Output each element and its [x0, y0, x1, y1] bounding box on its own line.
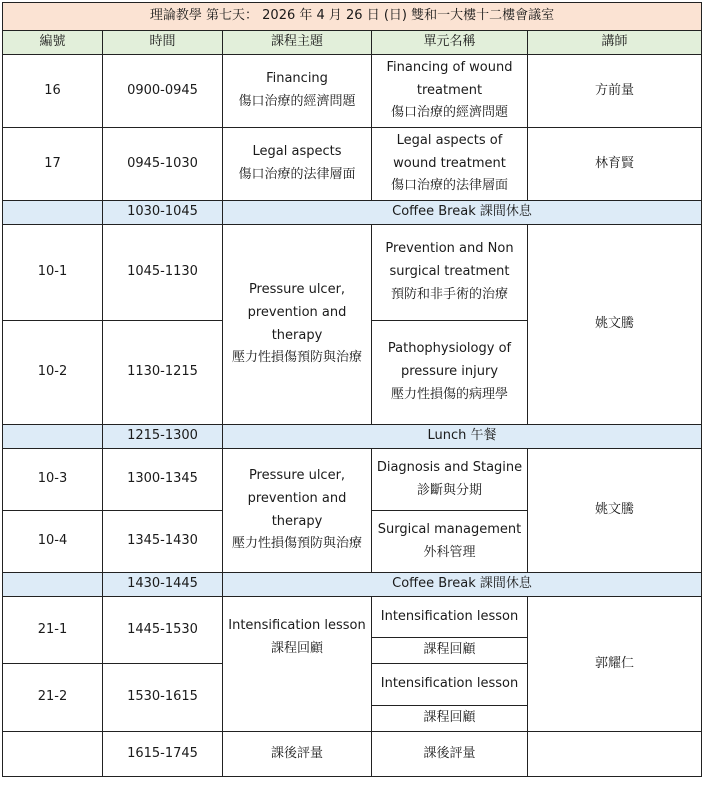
unit-zh: 診斷與分期: [416, 482, 482, 498]
session-time: 1615-1745: [103, 732, 223, 777]
header-id: 編號: [3, 31, 103, 55]
table-row: [3, 732, 702, 777]
topic-cell: [223, 449, 372, 573]
topic-cell: [223, 55, 372, 128]
session-id: 21-2: [3, 664, 103, 732]
session-time: 1300-1345: [103, 449, 223, 511]
topic-cell: [223, 128, 372, 201]
unit-en: Legal aspects of wound treatment: [393, 132, 506, 171]
header-time: 時間: [103, 31, 223, 55]
header-row: [3, 31, 702, 55]
session-time: 1045-1130: [103, 225, 223, 321]
topic-zh: 課程回顧: [270, 640, 323, 656]
session-time: 0900-0945: [103, 55, 223, 128]
session-id: 17: [3, 128, 103, 201]
break-id: [3, 201, 103, 225]
unit-en: Intensification lesson: [372, 597, 528, 638]
lecturer: [528, 732, 702, 777]
session-id: 21-1: [3, 597, 103, 664]
unit-cell: 課後評量: [372, 732, 528, 777]
unit-zh: 傷口治療的法律層面: [390, 178, 508, 194]
unit-zh: 外科管理: [423, 544, 476, 560]
unit-zh: 傷口治療的經濟問題: [390, 105, 508, 121]
table-row: [3, 449, 702, 511]
unit-en: Surgical management: [377, 521, 522, 537]
unit-cell: [372, 128, 528, 201]
unit-en: Prevention and Non surgical treatment: [385, 241, 514, 280]
header-topic: 課程主題: [223, 31, 372, 55]
session-time: 1130-1215: [103, 321, 223, 425]
unit-en: Financing of wound treatment: [386, 59, 513, 98]
unit-cell: [372, 225, 528, 321]
table-row: [3, 55, 702, 128]
table-row: [3, 128, 702, 201]
table-row: [3, 597, 702, 638]
unit-zh: 預防和非手術的治療: [390, 286, 508, 302]
topic-cell: 課後評量: [223, 732, 372, 777]
session-time: 1445-1530: [103, 597, 223, 664]
session-time: 1530-1615: [103, 664, 223, 732]
unit-en: Diagnosis and Stagine: [376, 459, 523, 475]
lecturer: 郭耀仁: [528, 597, 702, 732]
session-time: 1345-1430: [103, 511, 223, 573]
topic-cell: [223, 225, 372, 425]
lecturer: 姚文騰: [528, 449, 702, 573]
topic-zh: 傷口治療的法律層面: [238, 167, 356, 182]
unit-zh: 課程回顧: [372, 638, 528, 664]
topic-zh: 壓力性損傷預防與治療: [231, 350, 362, 366]
lecturer: 林育賢: [528, 128, 702, 201]
topic-en: Pressure ulcer, prevention and therapy: [247, 468, 347, 529]
lunch-row: [3, 425, 702, 449]
topic-cell: [223, 597, 372, 732]
header-unit: 單元名稱: [372, 31, 528, 55]
unit-en: Pathophysiology of pressure injury: [387, 341, 512, 380]
title-row: [3, 3, 702, 31]
topic-en: Financing: [266, 71, 328, 87]
session-id: 10-3: [3, 449, 103, 511]
break-id: [3, 573, 103, 597]
lecturer: 姚文騰: [528, 225, 702, 425]
topic-en: Legal aspects: [252, 144, 342, 160]
break-row: [3, 573, 702, 597]
header-lecturer: 講師: [528, 31, 702, 55]
break-id: [3, 425, 103, 449]
topic-zh: 傷口治療的經濟問題: [238, 94, 356, 109]
schedule-table: [2, 2, 702, 777]
break-time: 1030-1045: [103, 201, 223, 225]
break-row: [3, 201, 702, 225]
session-id: 10-2: [3, 321, 103, 425]
unit-zh: 課程回顧: [372, 706, 528, 732]
session-id: 10-4: [3, 511, 103, 573]
break-label: Coffee Break 課間休息: [223, 201, 702, 225]
break-label: Lunch 午餐: [223, 425, 702, 449]
unit-cell: [372, 511, 528, 573]
table-row: [3, 225, 702, 321]
unit-cell: [372, 55, 528, 128]
break-time: 1215-1300: [103, 425, 223, 449]
session-id: [3, 732, 103, 777]
lecturer: 方前量: [528, 55, 702, 128]
schedule-title: 理論教學 第七天： 2026 年 4 月 26 日 (日) 雙和一大樓十二樓會議室: [3, 3, 702, 31]
unit-en: Intensification lesson: [372, 664, 528, 706]
break-time: 1430-1445: [103, 573, 223, 597]
session-time: 0945-1030: [103, 128, 223, 201]
break-label: Coffee Break 課間休息: [223, 573, 702, 597]
session-id: 10-1: [3, 225, 103, 321]
session-id: 16: [3, 55, 103, 128]
topic-en: Pressure ulcer, prevention and therapy: [247, 282, 347, 343]
unit-zh: 壓力性損傷的病理學: [390, 386, 508, 402]
topic-zh: 壓力性損傷預防與治療: [231, 536, 362, 552]
unit-cell: [372, 449, 528, 511]
unit-cell: [372, 321, 528, 425]
topic-en: Intensification lesson: [228, 618, 366, 633]
